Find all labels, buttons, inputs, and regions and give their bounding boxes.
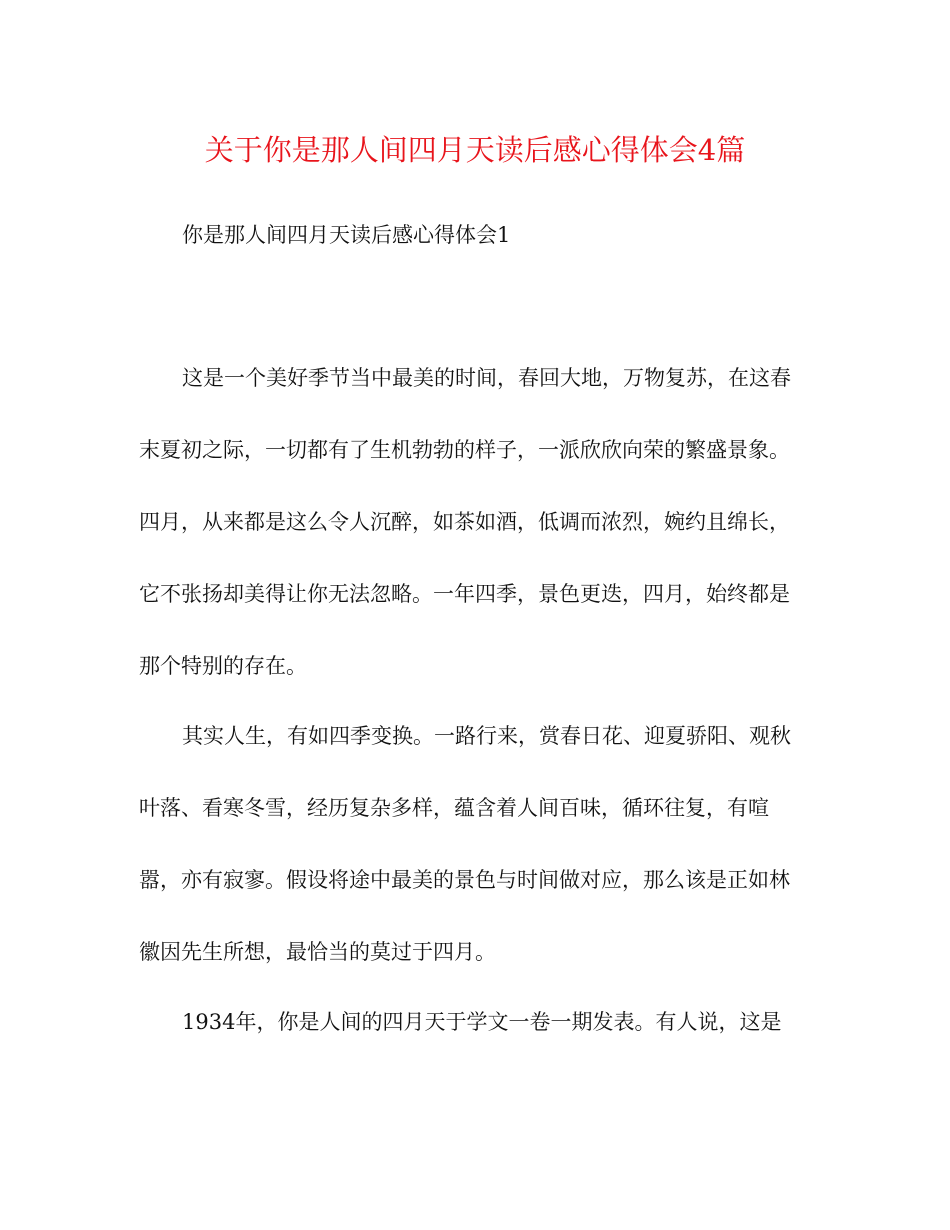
paragraph-2 xyxy=(139,718,819,970)
paragraph-line: 这是一个美好季节当中最美的时间，春回大地，万物复苏，在这春 xyxy=(182,366,791,390)
document-title: 关于你是那人间四月天读后感心得体会4篇 xyxy=(204,133,746,167)
paragraph-line: 1934年，你是人间的四月天于学文一卷一期发表。有人说，这是 xyxy=(182,1010,782,1034)
paragraph-line: 四月，从来都是这么令人沉醉，如茶如酒，低调而浓烈，婉约且绵长， xyxy=(139,510,790,534)
paragraph-1 xyxy=(139,360,819,684)
section-heading: 你是那人间四月天读后感心得体会1 xyxy=(182,223,511,247)
paragraph-line: 末夏初之际，一切都有了生机勃勃的样子，一派欣欣向荣的繁盛景象。 xyxy=(139,438,790,462)
paragraph-line: 徽因先生所想，最恰当的莫过于四月。 xyxy=(139,940,496,964)
paragraph-line: 叶落、看寒冬雪，经历复杂多样，蕴含着人间百味，循环往复，有喧 xyxy=(139,796,769,820)
paragraph-line: 其实人生，有如四季变换。一路行来，赏春日花、迎夏骄阳、观秋 xyxy=(182,724,791,748)
paragraph-3 xyxy=(139,1004,819,1040)
paragraph-line: 嚣，亦有寂寥。假设将途中最美的景色与时间做对应，那么该是正如林 xyxy=(139,868,790,892)
document-body xyxy=(139,360,819,1074)
paragraph-line: 它不张扬却美得让你无法忽略。一年四季，景色更迭，四月，始终都是 xyxy=(139,582,790,606)
paragraph-line: 那个特别的存在。 xyxy=(139,654,307,678)
